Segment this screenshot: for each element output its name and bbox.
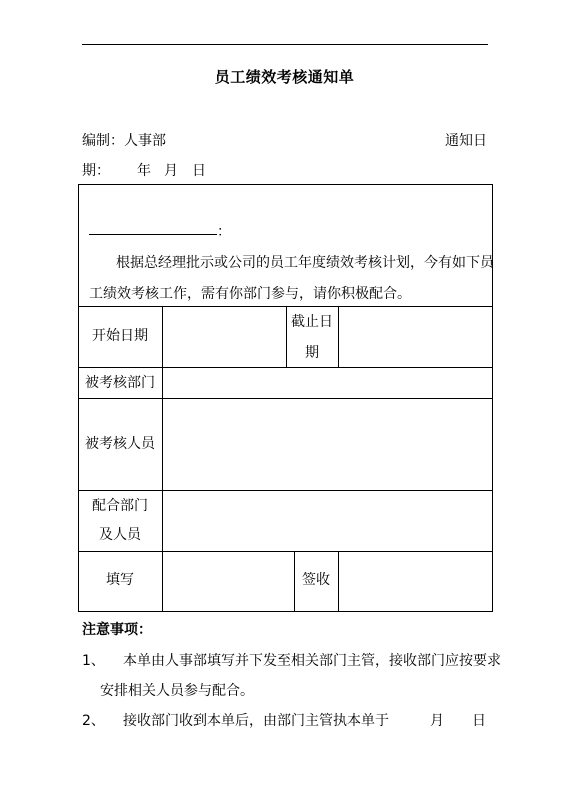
fill-in-label: 填写 [106, 572, 134, 588]
notice-date-label-cont: 期： [82, 163, 110, 179]
notice-date-label: 通知日 [445, 133, 487, 149]
sign-label: 签收 [302, 572, 330, 588]
page-title: 员工绩效考核通知单 [214, 68, 355, 86]
date-year-label: 年 [137, 163, 151, 179]
compiled-by-label: 编制：人事部 [82, 133, 166, 149]
note-1-number: 1、 [82, 653, 105, 669]
note-1-line-1: 本单由人事部填写并下发至相关部门主管，接收部门应按要求 [123, 653, 501, 669]
note-1-line-2: 安排相关人员参与配合。 [100, 683, 254, 699]
coop-staff-label: 及人员 [99, 527, 141, 543]
start-date-field[interactable] [163, 307, 286, 367]
assessed-dept-field[interactable] [163, 368, 492, 398]
fill-in-field[interactable] [163, 552, 294, 611]
notice-body-line-1: 根据总经理批示或公司的员工年度绩效考核计划，今有如下员 [116, 255, 494, 271]
note-2-text: 接收部门收到本单后，由部门主管执本单于 [123, 713, 389, 729]
note-2-number: 2、 [82, 713, 105, 729]
assessed-dept-label: 被考核部门 [85, 375, 155, 391]
start-date-label: 开始日期 [92, 328, 148, 344]
addressee-blank[interactable] [89, 234, 217, 235]
date-day-label: 日 [192, 163, 206, 179]
sign-field[interactable] [339, 552, 492, 611]
notes-title: 注意事项： [82, 622, 152, 638]
coop-field[interactable] [163, 491, 492, 551]
end-date-field[interactable] [339, 307, 492, 367]
addressee-colon: ： [217, 224, 231, 240]
notice-body-line-2: 工绩效考核工作，需有你部门参与，请你积极配合。 [89, 286, 411, 302]
coop-dept-label: 配合部门 [92, 498, 148, 514]
note-2-month: 月 [430, 713, 444, 729]
top-rule [82, 44, 488, 45]
assessed-staff-label: 被考核人员 [85, 436, 155, 452]
note-2-day: 日 [472, 713, 486, 729]
end-date-label-cont: 期 [305, 345, 319, 361]
assessed-staff-field[interactable] [163, 399, 492, 490]
date-month-label: 月 [164, 163, 178, 179]
end-date-label: 截止日 [291, 314, 333, 330]
